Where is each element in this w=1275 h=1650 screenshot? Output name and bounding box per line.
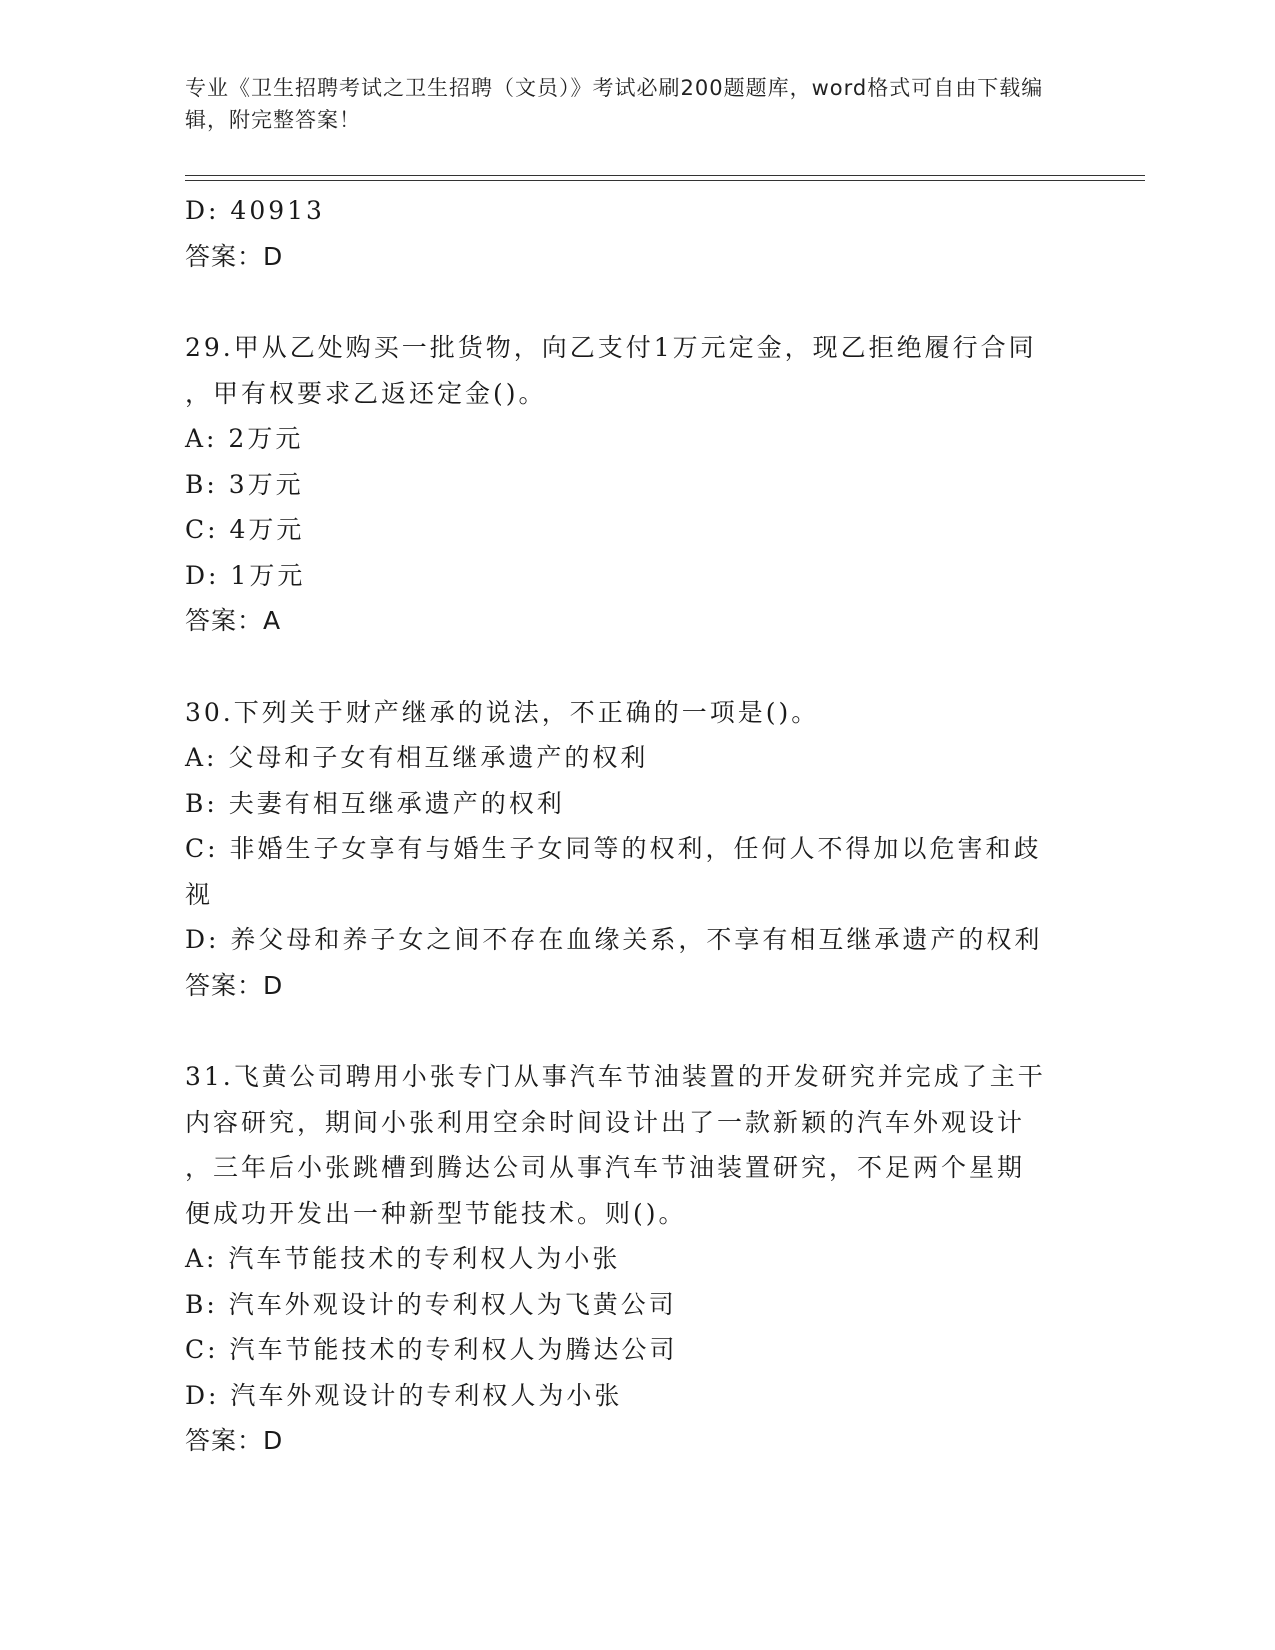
document-header: 专业《卫生招聘考试之卫生招聘（文员）》考试必刷200题题库，word格式可自由下载编辑，附完整答案！: [185, 76, 1044, 132]
partial-question: [185, 188, 1070, 279]
header-rule-bottom: [185, 180, 1145, 181]
question-29: [185, 325, 1070, 644]
answer-line: 答案：D: [185, 1426, 284, 1455]
question-31: [185, 1054, 1070, 1464]
answer-line: 答案：A: [185, 606, 282, 635]
question-text-line: 31.飞黄公司聘用小张专门从事汽车节油装置的开发研究并完成了主干: [185, 1062, 1046, 1091]
option-c: C: 4万元: [185, 515, 305, 544]
question-text-line: 29.甲从乙处购买一批货物，向乙支付1万元定金，现乙拒绝履行合同: [185, 333, 1037, 362]
question-text-line: 30.下列关于财产继承的说法，不正确的一项是()。: [185, 697, 820, 727]
option-b: B: 夫妻有相互继承遗产的权利: [185, 788, 565, 818]
answer-line: 答案：D: [185, 970, 284, 1000]
option-d: D: 养父母和养子女之间不存在血缘关系，不享有相互继承遗产的权利: [185, 925, 1043, 954]
document-body: [185, 188, 1070, 1464]
option-c: C: 汽车节能技术的专利权人为腾达公司: [185, 1335, 678, 1364]
option-a: A: 2万元: [185, 424, 304, 453]
option-c: C: 非婚生子女享有与婚生子女同等的权利，任何人不得加以危害和歧: [185, 834, 1042, 863]
question-text-line: 内容研究，期间小张利用空余时间设计出了一款新颖的汽车外观设计: [185, 1107, 1026, 1137]
question-text-line: 便成功开发出一种新型节能技术。则()。: [185, 1198, 687, 1228]
option-d: D: 汽车外观设计的专利权人为小张: [185, 1380, 623, 1410]
answer-line: 答案：D: [185, 241, 284, 271]
option-a: A: 汽车节能技术的专利权人为小张: [185, 1244, 621, 1273]
option-c-continued: 视: [185, 879, 214, 909]
question-text-line: ，甲有权要求乙返还定金()。: [185, 378, 547, 408]
option-a: A: 父母和子女有相互继承遗产的权利: [185, 743, 649, 772]
question-30: [185, 690, 1070, 1009]
option-d: D: 40913: [185, 196, 325, 225]
question-text-line: ，三年后小张跳槽到腾达公司从事汽车节油装置研究，不足两个星期: [185, 1153, 1026, 1182]
option-b: B: 汽车外观设计的专利权人为飞黄公司: [185, 1289, 677, 1319]
option-b: B: 3万元: [185, 469, 304, 499]
header-rule-top: [185, 175, 1145, 176]
option-d: D: 1万元: [185, 560, 306, 590]
